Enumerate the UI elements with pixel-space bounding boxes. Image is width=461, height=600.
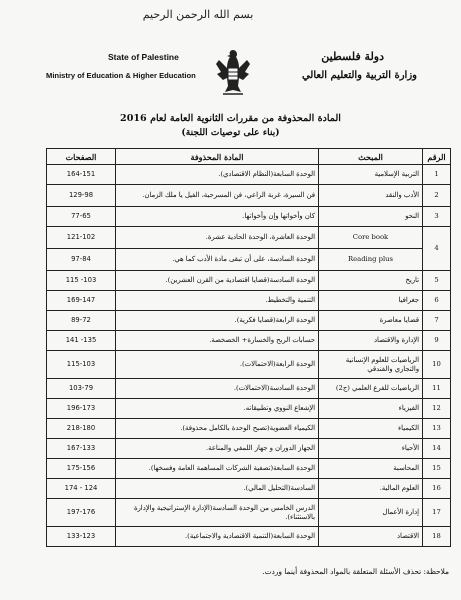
row-pages: 175-156 [47,459,116,479]
footnote: ملاحظة: تحذف الأسئلة المتعلقة بالمواد المحذوفة أينما وردت. [262,567,449,576]
row-material: الوحدة العاشرة، الوحدة الحادية عشرة. [116,227,319,249]
table-row [47,379,451,399]
row-number: 14 [423,439,451,459]
row-material: الإشعاع النووي وتطبيقاته. [116,399,319,419]
row-number: 10 [423,351,451,379]
row-number: 9 [423,331,451,351]
table-row [47,419,451,439]
row-pages: 169-147 [47,291,116,311]
table-row [47,249,451,271]
row-number: 17 [423,499,451,527]
table-row [47,165,451,185]
table-header-row [47,149,451,165]
eagle-emblem-icon [213,46,253,98]
row-number: 18 [423,527,451,547]
english-ministry-name: Ministry of Education & Higher Education [46,71,196,80]
row-number: 15 [423,459,451,479]
column-header-subject: المبحث [319,149,423,165]
table-row [47,527,451,547]
row-number: 6 [423,291,451,311]
row-subject: الكيمياء [319,419,423,439]
row-pages: 167-133 [47,439,116,459]
row-pages: 97-84 [47,249,116,271]
letterhead [0,0,461,100]
row-number: 11 [423,379,451,399]
row-subject: الأدب والنقد [319,185,423,207]
column-header-pages: الصفحات [47,149,116,165]
row-material: الوحدة الرابعة(قضايا فكرية). [116,311,319,331]
row-pages: 103-79 [47,379,116,399]
row-number: 3 [423,207,451,227]
row-number: 16 [423,479,451,499]
row-pages: 218-180 [47,419,116,439]
table-row [47,399,451,419]
row-material: الوحدة السابعة(النظام الاقتصادي). [116,165,319,185]
row-pages: 121-102 [47,227,116,249]
table-row [47,207,451,227]
row-pages: 141 -135 [47,331,116,351]
row-subject: Reading plus [319,249,423,271]
row-pages: 196-173 [47,399,116,419]
column-header-material: المادة المحذوفة [116,149,319,165]
row-material: حسابات الربح والخسارة+ الخصخصة. [116,331,319,351]
row-subject: الاقتصاد [319,527,423,547]
row-subject: المحاسبة [319,459,423,479]
row-number: 7 [423,311,451,331]
row-number: 12 [423,399,451,419]
row-material: التنمية والتخطيط. [116,291,319,311]
row-pages: 89-72 [47,311,116,331]
row-material: كان وأخواتها وإن وأخواتها. [116,207,319,227]
table-row [47,499,451,527]
row-subject: النحو [319,207,423,227]
row-material: فن السيرة، غربة الراعي، فن المسرحية، الفيل يا ملك الزمان. [116,185,319,207]
row-pages: 115 -103 [47,271,116,291]
table-row [47,459,451,479]
row-material: الوحدة السابعة(تصفية الشركات المساهمة العامة وفسخها). [116,459,319,479]
table-row [47,331,451,351]
row-pages: 174 - 124 [47,479,116,499]
row-subject: Core book [319,227,423,249]
row-subject: العلوم المالية. [319,479,423,499]
table-row [47,291,451,311]
row-material: الوحدة الرابعة(الاحتمالات). [116,351,319,379]
document-subtitle: (بناء على توصيات اللجنة) [181,127,280,138]
row-material: الوحدة السادسة، على أن تبقى مادة الأدب كما هي. [116,249,319,271]
arabic-state-name: دولة فلسطين [321,50,384,63]
row-subject: التربية الإسلامية [319,165,423,185]
row-subject: الأحياء [319,439,423,459]
row-pages: 197-176 [47,499,116,527]
row-material: الوحدة السادسة(الاحتمالات). [116,379,319,399]
table-row [47,271,451,291]
english-state-name: State of Palestine [108,52,179,62]
basmala-calligraphy: بسم الله الرحمن الرحيم [142,8,254,21]
row-pages: 164-151 [47,165,116,185]
table-row [47,351,451,379]
row-material: السادسة(التحليل المالي). [116,479,319,499]
row-subject: إدارة الأعمال [319,499,423,527]
row-subject: الرياضيات للعلوم الإنسانية والتجاري والفندقي [319,351,423,379]
row-pages: 133-123 [47,527,116,547]
row-subject: تاريخ [319,271,423,291]
row-pages: 129-98 [47,185,116,207]
row-number: 4 [423,227,451,271]
column-header-number: الرقم [423,149,451,165]
row-pages: 115-103 [47,351,116,379]
row-material: الوحدة السابعة(التنمية الاقتصادية والاجتماعية). [116,527,319,547]
row-subject: الإدارة والاقتصاد [319,331,423,351]
row-number: 2 [423,185,451,207]
row-material: الكيمياء العضوية(تصبح الوحدة بالكامل محذوفة). [116,419,319,439]
row-material: الجهاز الدوران و جهاز اللمفي والمناعة. [116,439,319,459]
row-subject: جغرافيا [319,291,423,311]
row-material: الوحدة السادسة(قضايا اقتصادية من القرن العشرين). [116,271,319,291]
table-row [47,439,451,459]
row-material: الدرس الخامس من الوحدة السادسة(الإدارة الإستراتيجية والإدارة بالاستثناء). [116,499,319,527]
row-subject: الفيزياء [319,399,423,419]
table-row [47,479,451,499]
row-number: 1 [423,165,451,185]
table-row [47,311,451,331]
document-title: المادة المحذوفة من مقررات الثانوية العامة لعام 2016 [120,113,341,124]
row-pages: 77-65 [47,207,116,227]
row-number: 13 [423,419,451,439]
table-row [47,185,451,207]
arabic-ministry-name: وزارة التربية والتعليم العالي [301,70,417,81]
deleted-material-table [46,148,451,547]
row-subject: قضايا معاصرة [319,311,423,331]
row-number: 5 [423,271,451,291]
row-subject: الرياضيات للفرع العلمي (ج2) [319,379,423,399]
table-row [47,227,451,249]
